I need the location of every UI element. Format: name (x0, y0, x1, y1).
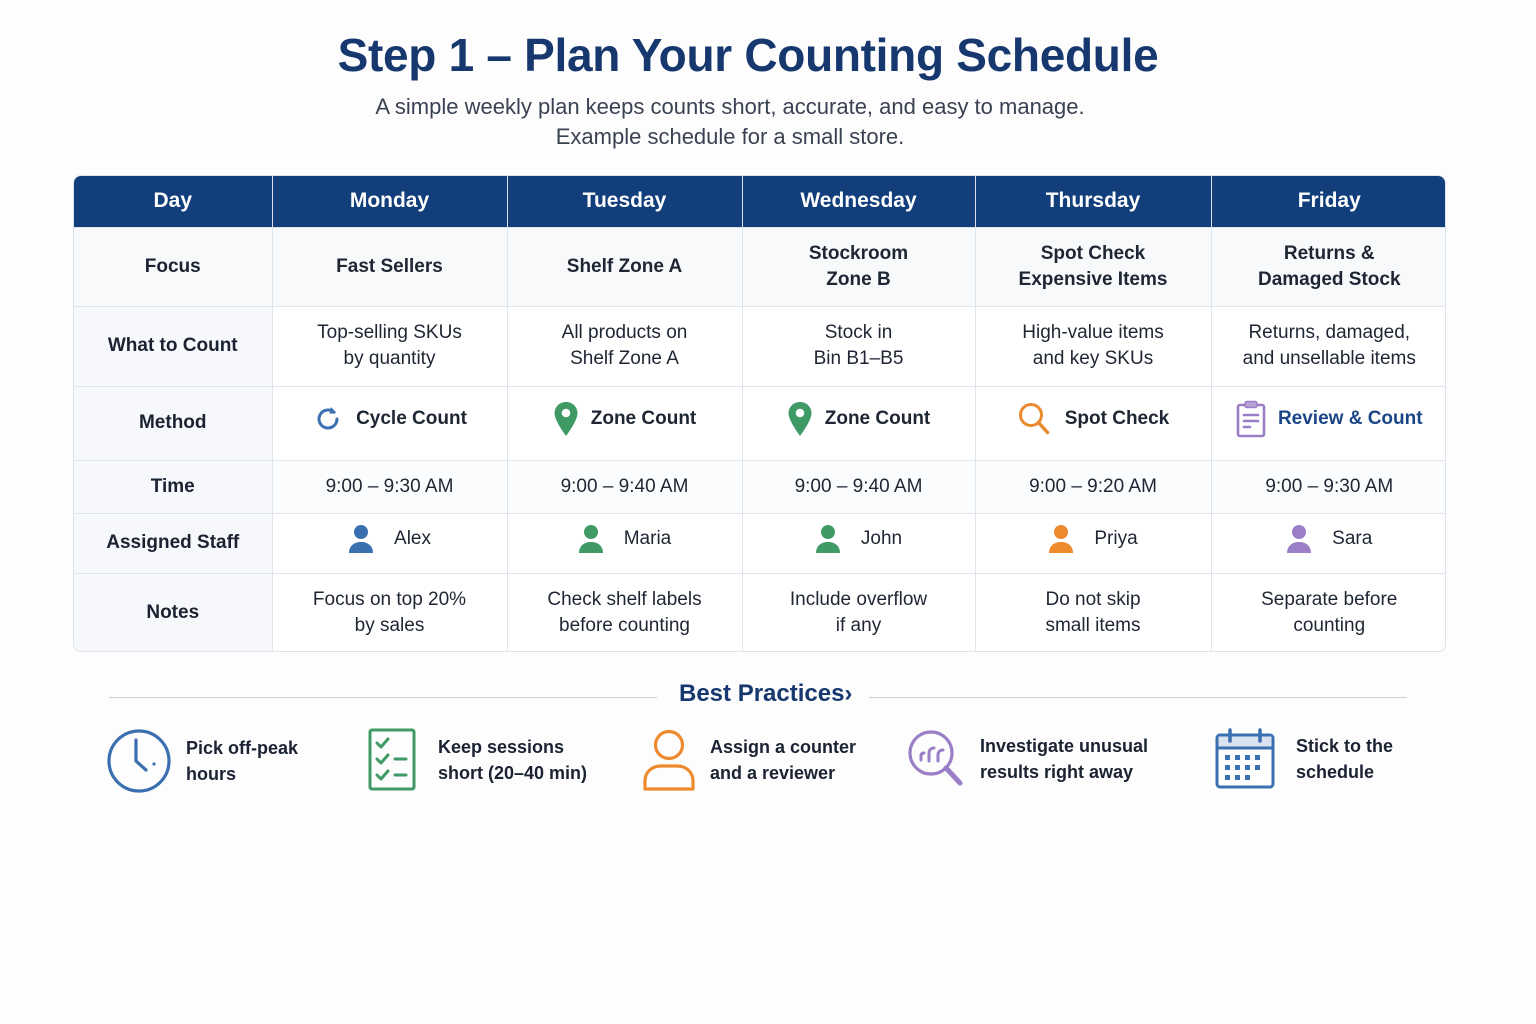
staff-name: Alex (394, 528, 431, 549)
method-label: Zone Count (824, 408, 931, 429)
row-label-notes: Notes (74, 573, 272, 652)
staff-name: John (860, 528, 903, 549)
staff-cell-wednesday (742, 513, 975, 573)
subtitle-line-1: A simple weekly plan keeps counts short, accurate, and easy to manage. (375, 94, 1085, 119)
staff-cell-tuesday (507, 513, 742, 573)
staff-cell-thursday (975, 513, 1211, 573)
what-cell-wednesday: Stock in Bin B1–B5 (742, 306, 975, 386)
time-cell-wednesday: 9:00 – 9:40 AM (742, 460, 975, 513)
row-label-method: Method (74, 386, 272, 460)
staff-cell-monday (272, 513, 507, 573)
what-cell-tuesday: All products on Shelf Zone A (507, 306, 742, 386)
what-cell-thursday: High-value items and key SKUs (975, 306, 1211, 386)
focus-cell-tuesday: Shelf Zone A (507, 227, 742, 306)
time-cell-friday: 9:00 – 9:30 AM (1211, 460, 1446, 513)
focus-cell-wednesday: Stockroom Zone B (742, 227, 975, 306)
method-cell-thursday (975, 386, 1211, 460)
table-row-focus (74, 227, 1446, 306)
notes-cell-monday: Focus on top 20% by sales (272, 573, 507, 652)
time-cell-thursday: 9:00 – 9:20 AM (975, 460, 1211, 513)
focus-cell-monday: Fast Sellers (272, 227, 507, 306)
person-icon (642, 728, 696, 792)
user-icon (1286, 524, 1312, 554)
divider-right (869, 697, 1407, 698)
checklist-icon (368, 728, 418, 792)
schedule-table (73, 175, 1446, 652)
table-row-what-to-count (74, 306, 1446, 386)
page-subtitle (0, 92, 1460, 152)
table-row-time (74, 460, 1446, 513)
what-cell-friday: Returns, damaged, and unsellable items (1211, 306, 1446, 386)
best-practices-header (109, 680, 1407, 714)
best-practice-item: Pick off-peak hours (106, 728, 298, 794)
focus-cell-friday: Returns & Damaged Stock (1211, 227, 1446, 306)
user-icon (348, 524, 374, 554)
column-header-wednesday: Wednesday (742, 176, 975, 227)
method-cell-wednesday (742, 386, 975, 460)
notes-cell-thursday: Do not skip small items (975, 573, 1211, 652)
map-pin-icon (553, 401, 579, 437)
divider-left (109, 697, 657, 698)
column-header-tuesday: Tuesday (507, 176, 742, 227)
analysis-magnifier-icon (906, 728, 966, 790)
refresh-icon (312, 403, 344, 435)
focus-cell-thursday: Spot Check Expensive Items (975, 227, 1211, 306)
row-label-what-to-count: What to Count (74, 306, 272, 386)
notes-cell-tuesday: Check shelf labels before counting (507, 573, 742, 652)
staff-name: Sara (1332, 528, 1373, 549)
row-label-time: Time (74, 460, 272, 513)
notes-cell-friday: Separate before counting (1211, 573, 1446, 652)
method-cell-tuesday (507, 386, 742, 460)
table-row-assigned-staff (74, 513, 1446, 573)
method-cell-monday (272, 386, 507, 460)
staff-name: Maria (623, 528, 672, 549)
best-practice-item: Investigate unusual results right away (906, 728, 1148, 790)
table-header-row (74, 176, 1446, 227)
table-row-notes (74, 573, 1446, 652)
staff-name: Priya (1094, 528, 1138, 549)
map-pin-icon (787, 401, 813, 437)
time-cell-tuesday: 9:00 – 9:40 AM (507, 460, 742, 513)
method-label: Spot Check (1064, 408, 1170, 429)
best-practices-title: Best Practices› (679, 680, 853, 707)
calendar-icon (1214, 728, 1278, 790)
column-header-friday: Friday (1211, 176, 1446, 227)
column-header-thursday: Thursday (975, 176, 1211, 227)
best-practice-item: Keep sessions short (20–40 min) (368, 728, 587, 792)
best-practice-item: Assign a counter and a reviewer (642, 728, 856, 792)
column-header-monday: Monday (272, 176, 507, 227)
what-cell-monday: Top-selling SKUs by quantity (272, 306, 507, 386)
method-label: Review & Count (1277, 408, 1423, 429)
method-label: Zone Count (590, 408, 697, 429)
method-label: Cycle Count (356, 408, 467, 429)
row-label-focus: Focus (74, 227, 272, 306)
method-cell-friday (1211, 386, 1446, 460)
time-cell-monday: 9:00 – 9:30 AM (272, 460, 507, 513)
user-icon (1048, 524, 1074, 554)
staff-cell-friday (1211, 513, 1446, 573)
page-title: Step 1 – Plan Your Counting Schedule (337, 29, 1159, 81)
table-row-method (74, 386, 1446, 460)
clipboard-icon (1236, 400, 1266, 438)
best-practice-item: Stick to the schedule (1214, 728, 1393, 790)
user-icon (815, 524, 841, 554)
magnifier-icon (1017, 401, 1053, 437)
column-header-day: Day (74, 176, 272, 227)
row-label-assigned-staff: Assigned Staff (74, 513, 272, 573)
notes-cell-wednesday: Include overflow if any (742, 573, 975, 652)
clock-icon (106, 728, 172, 794)
subtitle-line-2: Example schedule for a small store. (555, 124, 905, 149)
user-icon (578, 524, 604, 554)
